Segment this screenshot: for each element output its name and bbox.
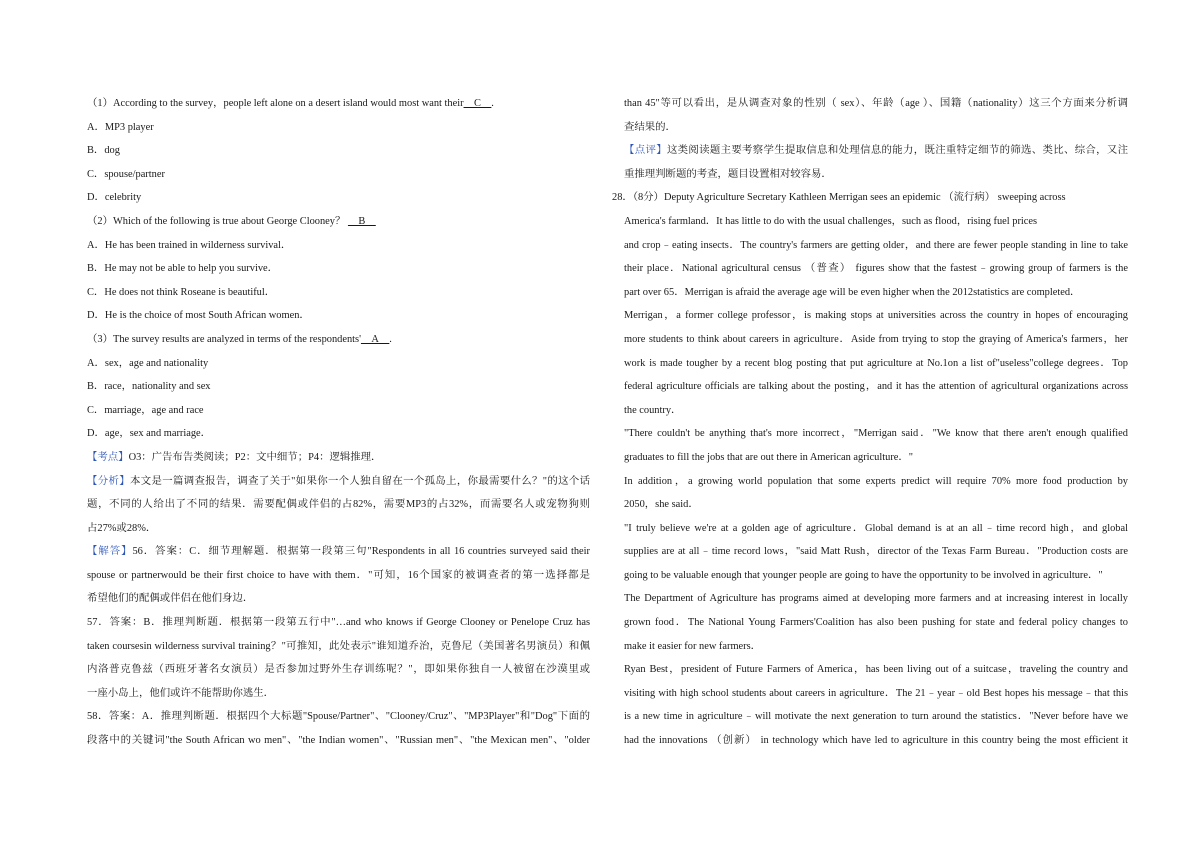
- fenxi-line: 占27%或28%．: [87, 522, 157, 534]
- passage-line: supplies are at all﹣time record lows，"said Matt Rush，director of the Texas Farm Bureau．"Production costs are: [624, 546, 1128, 558]
- question-1-answer: __C__: [463, 98, 492, 109]
- fenxi-line: 【分析】本文是一篇调查报告，调查了关于"如果你一个人独自留在一个孤岛上，你最需要什么？"的这个话: [87, 475, 590, 487]
- passage-line: graduates to fill the jobs that are out there in American agriculture．": [624, 451, 914, 463]
- jieda-line: 段落中的关键词"the South African wo men"、"the Indian women"、"Russian men"、"the Mexican men"、"older: [87, 735, 590, 747]
- dianping-tag: 【点评】: [624, 145, 667, 157]
- analysis-continued-line: than 45"等可以看出，是从调查对象的性别（ sex）、年龄（age ）、国籍（nationality）这三个方面来分析调: [624, 98, 1128, 109]
- fenxi-line: 题，不同的人给出了不同的结果．需要配偶或伴侣的占82%，需要MP3的占32%，而需要名人或宠物狗则: [87, 499, 590, 511]
- left-column: [87, 92, 590, 753]
- question-2-stem: （2）Which of the following is true about George Clooney？ __B__: [87, 215, 376, 227]
- question-2-option: A．He has been trained in wilderness survival．: [87, 239, 292, 251]
- passage-line: the country．: [624, 404, 682, 416]
- jieda-line: 【解答】56．答案：C．细节理解题．根据第一段第三句"Respondents in all 16 countries surveyed said their: [87, 546, 590, 558]
- passage-line: "I truly believe we're at a golden age of agriculture．Global demand is at an all﹣time record high，and global: [624, 522, 1128, 534]
- passage-line: their place．National agricultural census （普查） figures show that the fastest﹣growing group of farmers is the: [624, 263, 1128, 275]
- analysis-continued-line: 查结果的．: [624, 121, 676, 133]
- jieda-line: 内洛普克鲁兹（西班牙著名女演员）是否参加过野外生存训练呢？"，即如果你独自一人被留在沙漠里或: [87, 664, 590, 676]
- question-2-answer: __B__: [347, 215, 376, 227]
- question-2-option: B．He may not be able to help you survive．: [87, 263, 279, 275]
- question-3-option: D．age，sex and marriage．: [87, 428, 212, 440]
- question-3-option: C．marriage，age and race: [87, 404, 204, 416]
- passage-line: more students to think about careers in agriculture．Aside from trying to stop the graying of America's farmers，her: [624, 333, 1128, 345]
- passage-line: 2050，she said．: [624, 499, 699, 511]
- jieda-line: 58．答案：A．推理判断题．根据四个大标题"Spouse/Partner"、"Clooney/Cruz"、"MP3Player"和"Dog"下面的: [87, 711, 590, 723]
- dianping-line: 重推理判断题的考查，题目设置相对较容易．: [624, 168, 832, 180]
- fenxi-tag: 【分析】: [87, 475, 130, 487]
- passage-line: is a new time in agriculture﹣will motivate the next generation to turn around the statistics．"Never before have we: [624, 711, 1128, 723]
- passage-line: going to be valuable enough that younger people are going to have the opportunity to be involved in agriculture．": [624, 569, 1103, 581]
- passage-line: had the innovations （创新） in technology which have led to agriculture in this country being the most efficient it: [624, 735, 1128, 747]
- passage-line: Merrigan，a former college professor，is making stops at universities across the country in hopes of encouraging: [624, 310, 1128, 322]
- kaodian-tag: 【考点】: [87, 451, 129, 463]
- question-3-option: B．race，nationality and sex: [87, 381, 211, 393]
- jieda-line: 希望他们的配偶或伴侣在他们身边．: [87, 593, 254, 605]
- jieda-line: spouse or partnerwould be their first choice to have with them．"可知，16个国家的被调查者的第一选择都是: [87, 569, 590, 581]
- passage-line: federal agriculture officials are talking about the posting，and it has the attention of agricultural organizations across: [624, 381, 1128, 393]
- passage-line: make it easier for new farmers．: [624, 640, 762, 652]
- passage-line: part over 65．Merrigan is afraid the average age will be even higher when the 2012statistics are completed．: [624, 286, 1081, 298]
- passage-line: America's farmland．It has little to do with the usual challenges，such as flood，rising fuel prices: [624, 215, 1038, 227]
- question-2-option: C．He does not think Roseane is beautiful．: [87, 286, 276, 298]
- dianping-line: 【点评】这类阅读题主要考察学生提取信息和处理信息的能力，既注重特定细节的筛选、类比、综合，又注: [624, 145, 1128, 157]
- passage-line: and crop﹣eating insects．The country's farmers are getting older，and there are fewer people standing in line to take: [624, 239, 1128, 251]
- question-1-option: C．spouse/partner: [87, 168, 165, 180]
- jieda-line: taken coursesin wilderness survival training？"可推知，此处表示"谁知道乔治，克鲁尼（美国著名男演员）和佩: [87, 640, 590, 652]
- question-3-option: A．sex，age and nationality: [87, 357, 209, 369]
- right-column: [612, 92, 1128, 753]
- jieda-tag: 【解答】: [87, 546, 133, 558]
- passage-line: Ryan Best，president of Future Farmers of America，has been living out of a suitcase，traveling the country and: [624, 664, 1128, 676]
- passage-line: The Department of Agriculture has programs aimed at developing more farmers and at increasing interest in locally: [624, 593, 1128, 605]
- passage-line: In addition，a growing world population that some experts predict will require 70% more food production by: [624, 475, 1128, 487]
- passage-line: 28．（8分）Deputy Agriculture Secretary Kathleen Merrigan sees an epidemic （流行病） sweeping across: [612, 192, 1066, 204]
- question-1-option: A．MP3 player: [87, 121, 154, 133]
- passage-line: work is made tougher by a recent blog posting that put agriculture at No.1on a list of"useless"college degrees．Top: [624, 357, 1128, 369]
- question-3-answer: __A__: [360, 333, 390, 345]
- kaodian-line: 【考点】O3：广告布告类阅读；P2：文中细节；P4：逻辑推理．: [87, 451, 382, 463]
- passage-line: grown food．The National Young Farmers'Coalition has also been pushing for state and federal policy changes to: [624, 617, 1128, 629]
- passage-line: visiting with high school students about careers in agriculture．The 21﹣year﹣old Best hopes his message﹣that this: [624, 687, 1128, 699]
- jieda-line: 一座小岛上，他们或许不能帮助你逃生．: [87, 687, 275, 699]
- jieda-line: 57．答案：B．推理判断题．根据第一段第五行中"…and who knows if George Clooney or Penelope Cruz has: [87, 617, 590, 629]
- question-1-option: B．dog: [87, 145, 120, 157]
- question-3-stem: （3）The survey results are analyzed in terms of the respondents'__A__.: [87, 333, 392, 345]
- question-1-stem: （1）According to the survey，people left alone on a desert island would most want their__C__.: [87, 98, 494, 109]
- question-1-option: D．celebrity: [87, 192, 142, 204]
- passage-line: "There couldn't be anything that's more incorrect，"Merrigan said．"We know that there aren't enough qualified: [624, 428, 1128, 440]
- question-2-option: D．He is the choice of most South African women．: [87, 310, 310, 322]
